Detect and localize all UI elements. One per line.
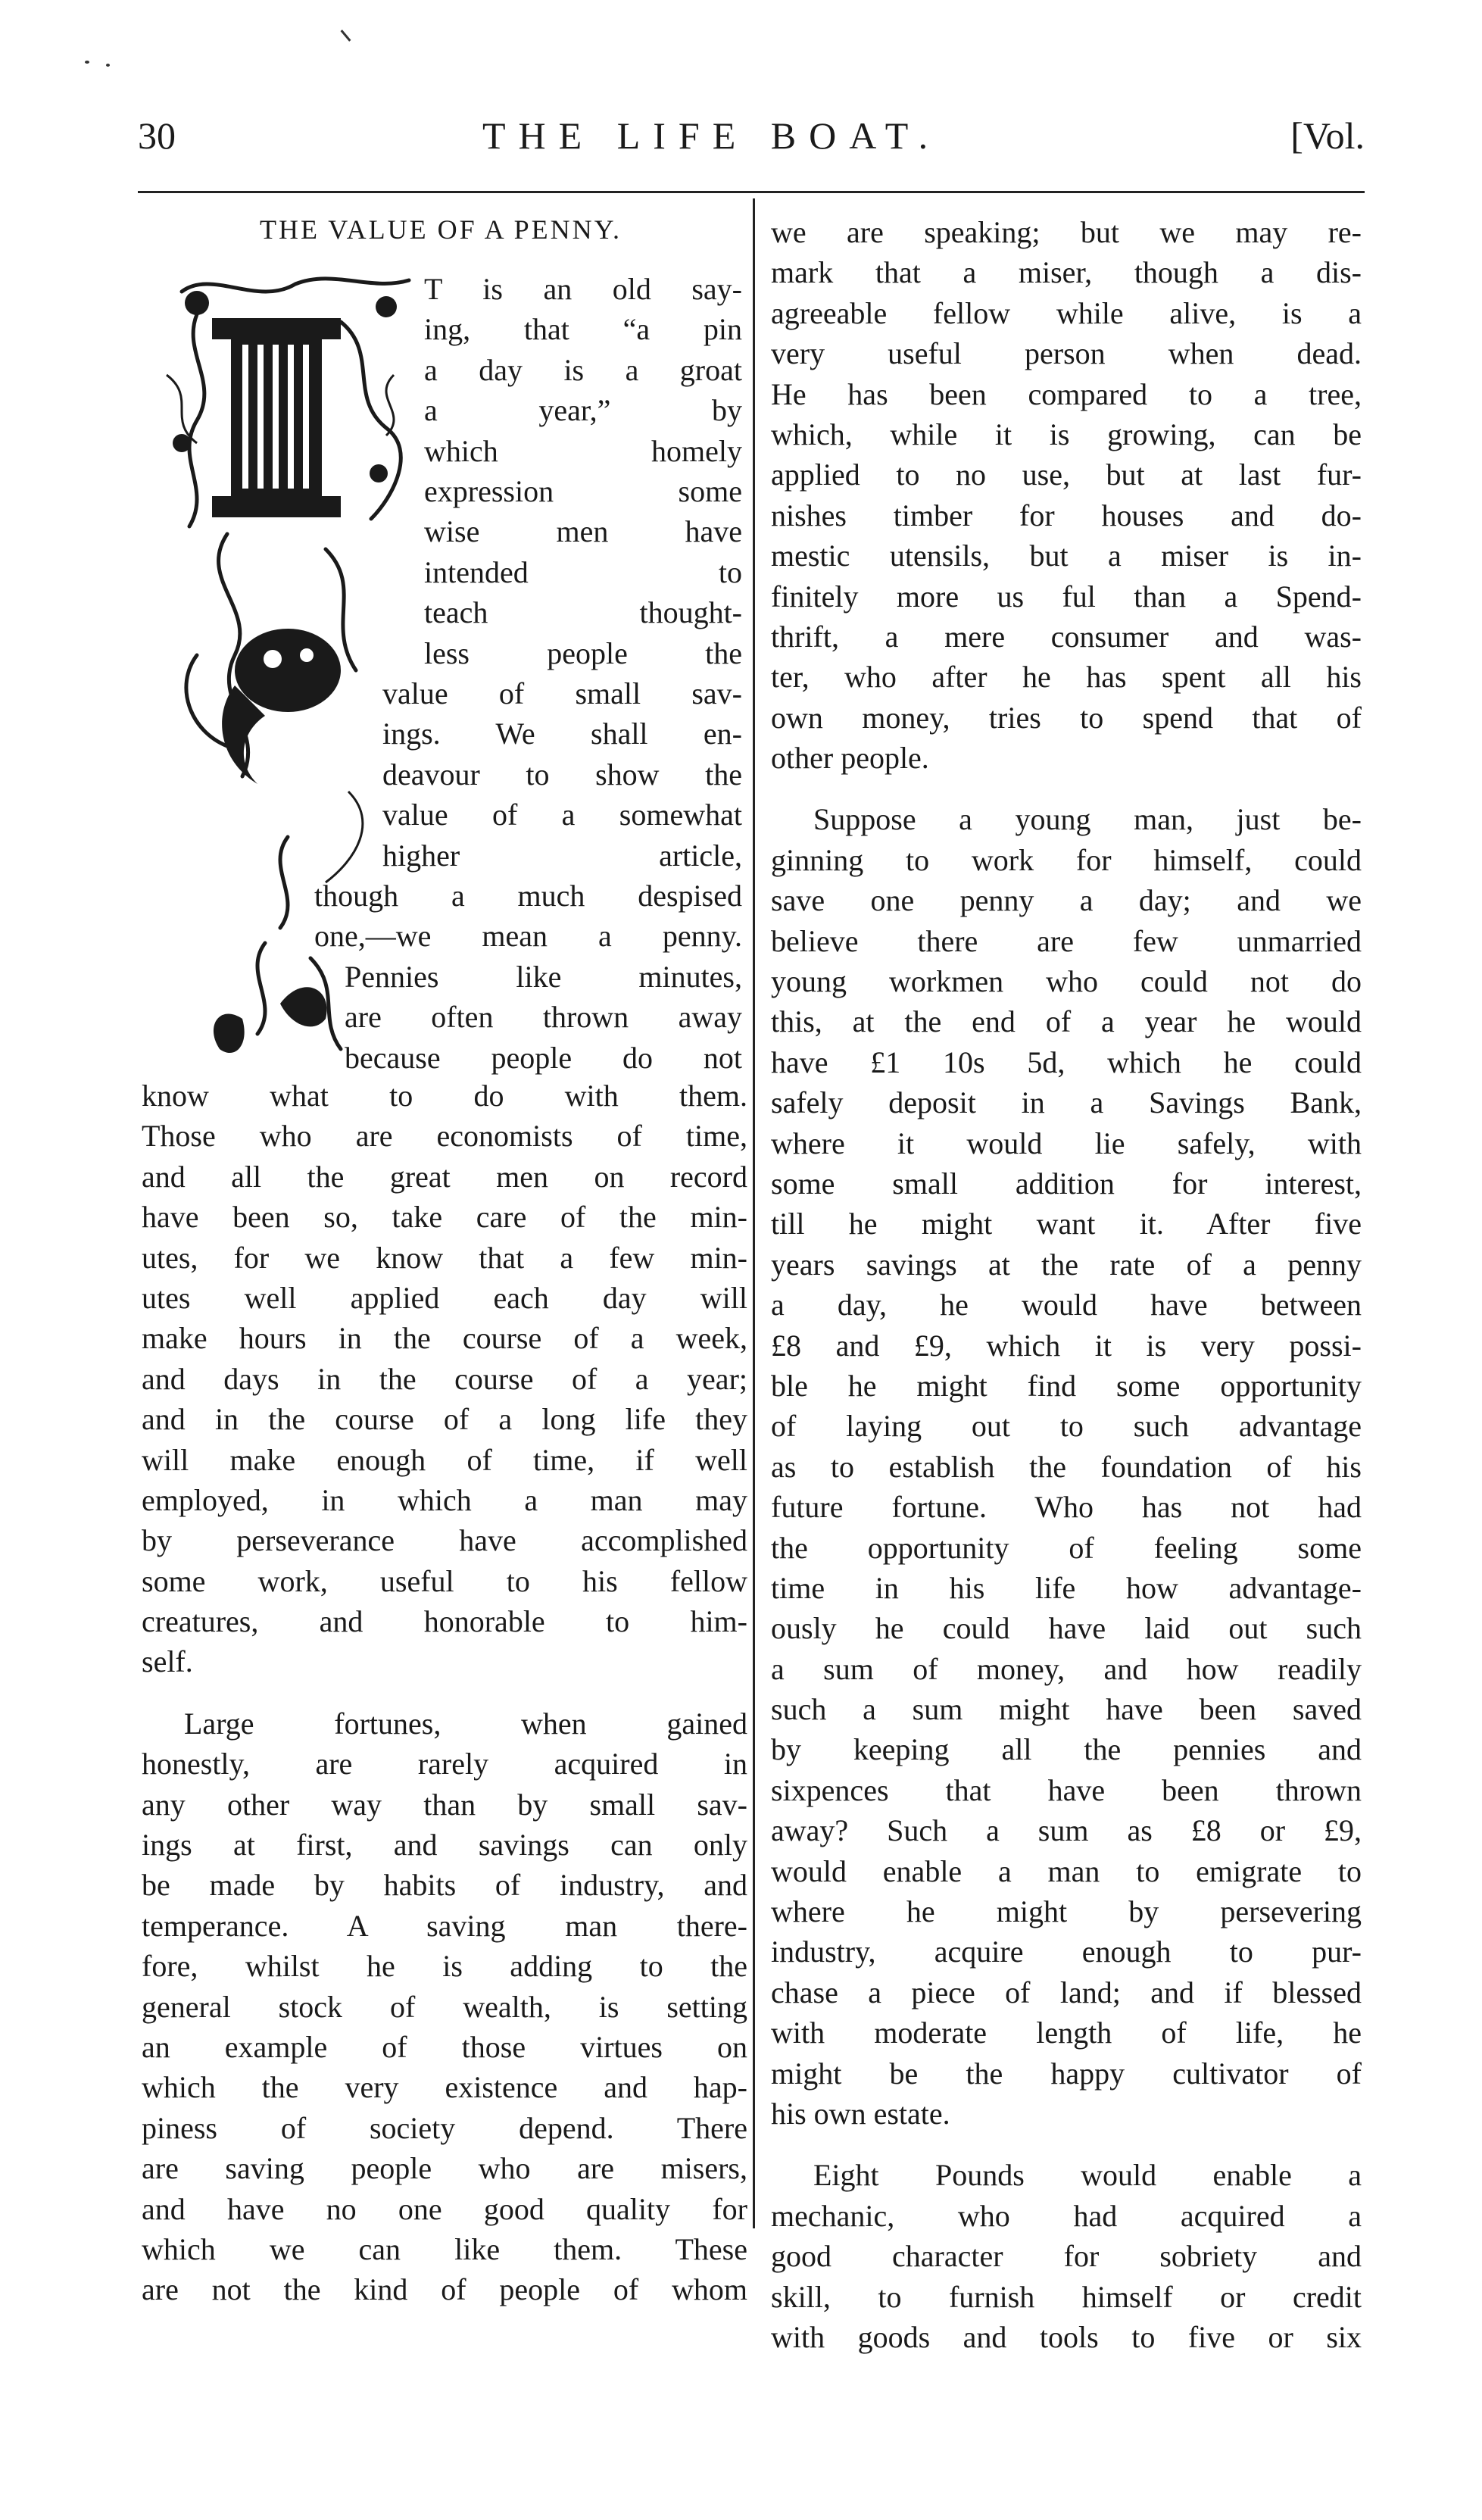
print-speck [85,61,89,64]
text-line: be made by habits of industry, and [142,1868,747,1903]
drop-cap-wrap-line: a year,” by [424,393,742,428]
text-line: of laying out to such advantage [771,1409,1362,1444]
text-line: such a sum might have been saved [771,1692,1362,1727]
drop-cap-wrap-line: T is an old say- [424,272,742,306]
text-line: any other way than by small sav- [142,1787,747,1822]
text-line: creatures, and honorable to him- [142,1604,747,1639]
text-line: where he might by persevering [771,1894,1362,1929]
drop-cap-wrap-line: one,—we mean a penny. [314,919,742,954]
text-line: this, at the end of a year he would [771,1004,1362,1039]
text-line: applied to no use, but at last fur- [771,457,1362,492]
text-line: a day, he would have between [771,1288,1362,1322]
text-line: and in the course of a long life they [142,1402,747,1437]
drop-cap-wrap-line: though a much despised [314,879,742,913]
text-line: some work, useful to his fellow [142,1563,747,1598]
text-line: £8 and £9, which it is very possi- [771,1328,1362,1363]
text-line: are not the kind of people of whom [142,2272,747,2307]
text-line: would enable a man to emigrate to [771,1853,1362,1888]
paragraph-gap [771,778,1362,799]
text-line: ter, who after he has spent all his [771,660,1362,695]
column-divider [753,198,755,2228]
text-line: agreeable fellow while alive, is a [771,295,1362,330]
text-line: Large fortunes, when gained [184,1706,747,1741]
text-line: we are speaking; but we may re- [771,215,1362,249]
text-line: other people. [771,741,929,776]
text-line: utes well applied each day will [142,1280,747,1315]
text-line: thrift, a mere consumer and was- [771,619,1362,654]
drop-cap-wrap-line: less people the [424,635,742,670]
text-line: own money, tries to spend that of [771,700,1362,735]
text-line: save one penny a day; and we [771,883,1362,918]
text-line: an example of those virtues on [142,2029,747,2064]
text-line: make hours in the course of a week, [142,1321,747,1356]
text-line: with goods and tools to five or six [771,2319,1362,2354]
text-line: will make enough of time, if well [142,1442,747,1477]
text-line: ings at first, and savings can only [142,1828,747,1863]
text-line: ously he could have laid out such [771,1611,1362,1646]
article-title: THE VALUE OF A PENNY. [259,214,622,245]
text-line: have been so, take care of the min- [142,1200,747,1235]
text-line: which, while it is growing, can be [771,417,1362,451]
text-line: honestly, are rarely acquired in [142,1747,747,1781]
text-line: some small addition for interest, [771,1166,1362,1201]
left-column-body [142,1076,747,2310]
drop-cap-wrap-line: ing, that “a pin [424,312,742,347]
header-rule [138,191,1365,193]
text-line: fore, whilst he is adding to the [142,1949,747,1984]
drop-cap-wrap-line: value of a somewhat [382,798,742,832]
text-line: Those who are economists of time, [142,1119,747,1154]
text-line: by perseverance have accomplished [142,1523,747,1558]
text-line: very useful person when dead. [771,336,1362,371]
text-line: are saving people who are misers, [142,2151,747,2186]
text-line: employed, in which a man may [142,1482,747,1517]
text-line: where it would lie safely, with [771,1126,1362,1160]
text-line: know what to do with them. [142,1079,747,1113]
drop-cap-wrap-line: higher article, [382,838,742,873]
text-line: ble he might find some opportunity [771,1368,1362,1403]
text-line: as to establish the foundation of his [771,1449,1362,1484]
text-line: which the very existence and hap- [142,2070,747,2105]
drop-cap-wrap-line: expression some [424,474,742,508]
text-line: good character for sobriety and [771,2239,1362,2274]
text-line: He has been compared to a tree, [771,376,1362,411]
text-line: which we can like them. These [142,2231,747,2266]
running-header [138,114,1365,174]
drop-cap-wrap-line: teach thought- [424,595,742,630]
text-line: skill, to furnish himself or credit [771,2279,1362,2314]
drop-cap-wrap-line: deavour to show the [382,757,742,792]
page-number: 30 [138,114,176,157]
text-line: mechanic, who had acquired a [771,2198,1362,2233]
drop-cap-wrap-line: wise men have [424,514,742,549]
text-line: temperance. A saving man there- [142,1908,747,1943]
print-speck [106,64,110,67]
text-line: might be the happy cultivator of [771,2056,1362,2091]
text-line: his own estate. [771,2096,950,2131]
right-column-body [771,212,1362,2357]
drop-cap-wrap-line: intended to [424,554,742,589]
print-speck [341,30,351,42]
text-line: nishes timber for houses and do- [771,498,1362,532]
drop-cap-wrap-line: which homely [424,433,742,468]
drop-cap-wrap-line: because people do not [345,1040,742,1075]
volume-label: [Vol. [1290,114,1365,157]
paragraph-gap [771,2134,1362,2155]
text-line: piness of society depend. There [142,2110,747,2145]
text-line: mark that a miser, though a dis- [771,255,1362,290]
text-line: by keeping all the pennies and [771,1732,1362,1767]
text-line: young workmen who could not do [771,964,1362,999]
text-line: a sum of money, and how readily [771,1651,1362,1686]
text-line: have £1 10s 5d, which he could [771,1045,1362,1079]
text-line: ginning to work for himself, could [771,842,1362,877]
running-title: THE LIFE BOAT. [482,114,941,157]
text-line: believe there are few unmarried [771,923,1362,958]
text-line: safely deposit in a Savings Bank, [771,1085,1362,1120]
drop-cap-wrap-line: value of small sav- [382,676,742,710]
text-line: and days in the course of a year; [142,1361,747,1396]
text-line: finitely more us ful than a Spend- [771,579,1362,614]
text-line: the opportunity of feeling some [771,1530,1362,1565]
text-line: and all the great men on record [142,1159,747,1194]
drop-cap-wrap-line: Pennies like minutes, [345,959,742,994]
text-line: time in his life how advantage- [771,1570,1362,1605]
text-line: mestic utensils, but a miser is in- [771,539,1362,573]
text-line: years savings at the rate of a penny [771,1247,1362,1282]
text-line: utes, for we know that a few min- [142,1240,747,1275]
drop-cap-wrap-line: ings. We shall en- [382,717,742,751]
drop-cap-wrap-line: a day is a groat [424,352,742,387]
text-line: industry, acquire enough to pur- [771,1934,1362,1969]
text-line: Eight Pounds would enable a [813,2158,1362,2193]
text-line: general stock of wealth, is setting [142,1989,747,2024]
text-line: till he might want it. After five [771,1207,1362,1241]
text-line: Suppose a young man, just be- [813,802,1362,837]
paragraph-gap [142,1682,747,1703]
drop-cap-wrap-line: are often thrown away [345,1000,742,1035]
text-line: and have no one good quality for [142,2191,747,2226]
text-line: away? Such a sum as £8 or £9, [771,1813,1362,1848]
text-line: sixpences that have been thrown [771,1772,1362,1807]
text-line: future fortune. Who has not had [771,1490,1362,1525]
text-line: self. [142,1644,193,1679]
text-line: with moderate length of life, he [771,2016,1362,2050]
text-line: chase a piece of land; and if blessed [771,1975,1362,2009]
